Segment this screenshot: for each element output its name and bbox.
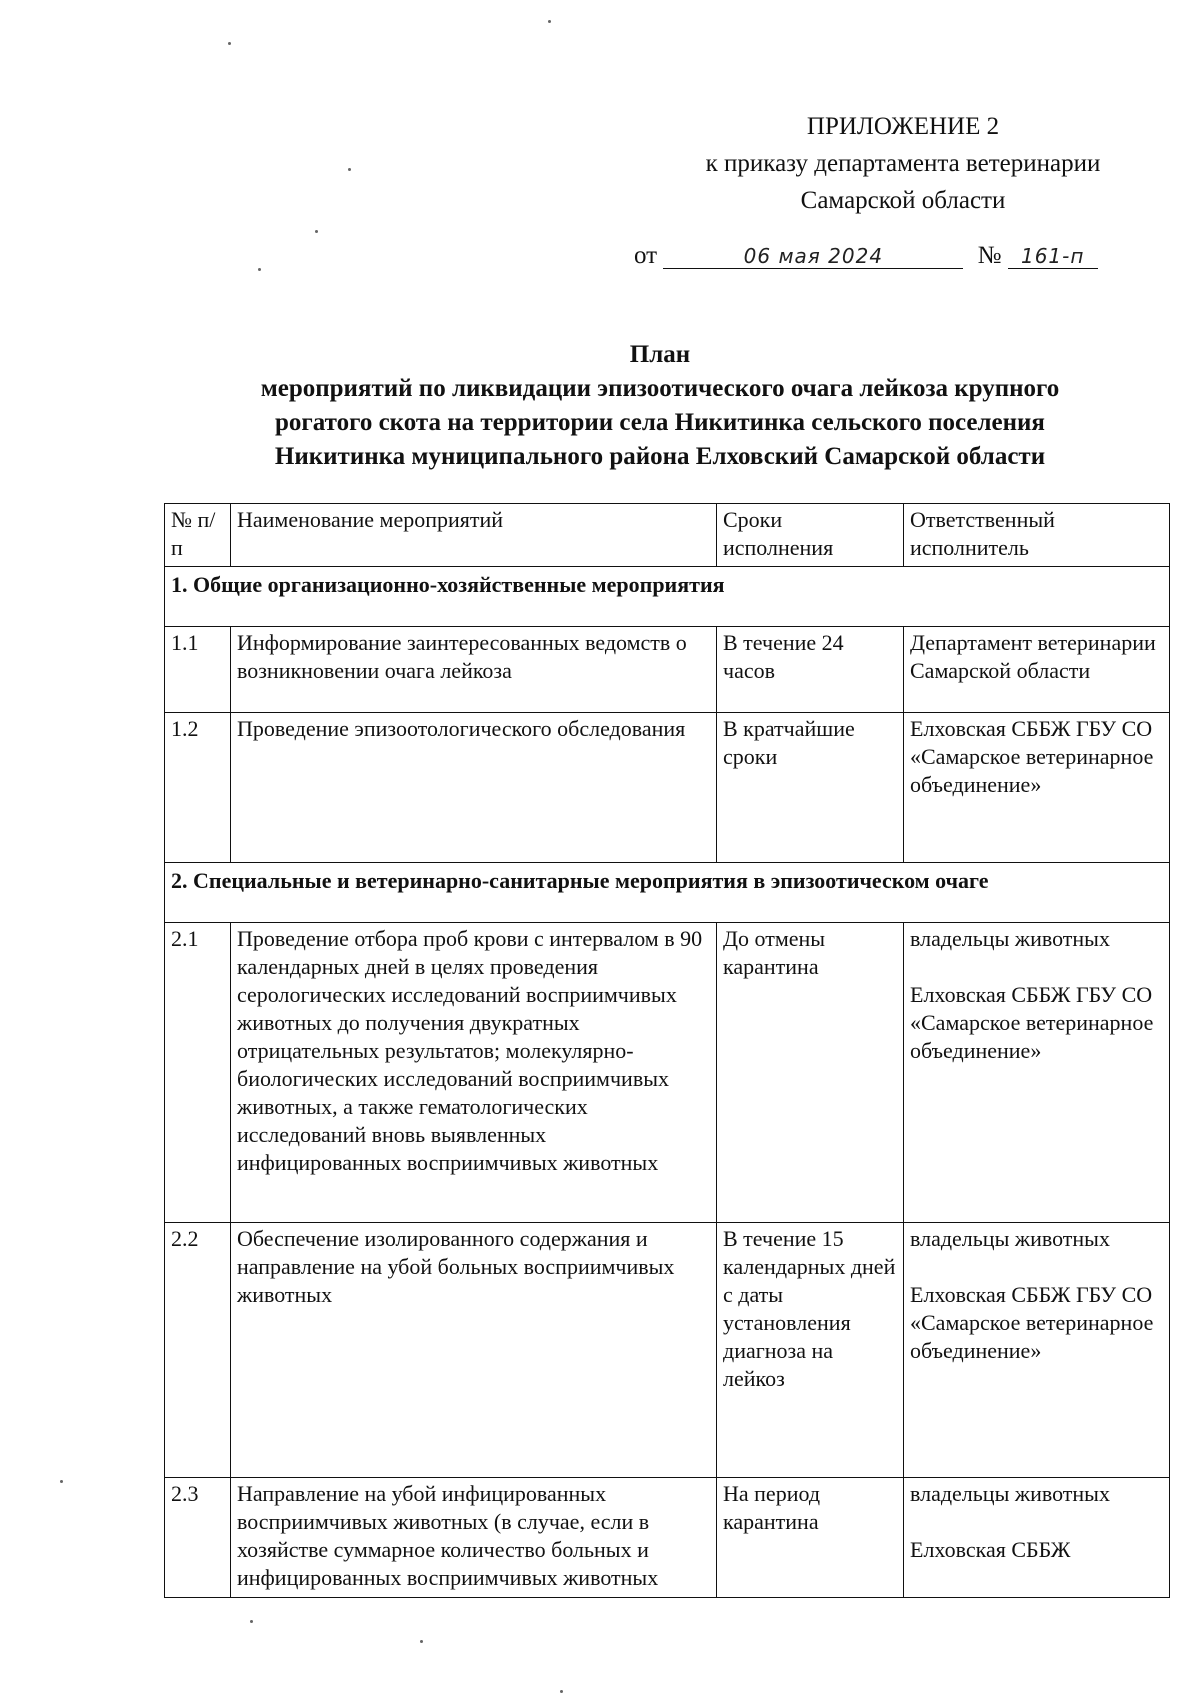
responsible-secondary: Елховская СББЖ ГБУ СО «Самарское ветеринарное объединение» — [910, 1282, 1154, 1363]
scan-speck — [548, 20, 551, 23]
row-name: Информирование заинтересованных ведомств о возникновении очага лейкоза — [231, 627, 717, 713]
number-prefix: № — [977, 242, 1002, 269]
table-row — [165, 923, 1170, 1223]
table-header-row — [165, 504, 1170, 567]
row-term: В течение 24 часов — [717, 627, 904, 713]
responsible-primary: владельцы животных — [910, 1226, 1110, 1251]
row-term: На период карантина — [717, 1478, 904, 1598]
row-name: Проведение отбора проб крови с интервалом в 90 календарных дней в целях проведения серологических исследований восприимчивых животных до получения двукратных отрицательных результатов; молекулярно-биологических исследований восприимчивых животных, а также гематологических исследований вновь выявленных инфицированных восприимчивых животных — [231, 923, 717, 1223]
row-num: 2.2 — [165, 1223, 231, 1478]
row-name: Проведение эпизоотологического обследования — [231, 713, 717, 863]
row-responsible — [904, 1223, 1170, 1478]
section-title-2: 2. Специальные и ветеринарно-санитарные мероприятия в эпизоотическом очаге — [165, 863, 1170, 923]
row-num: 1.2 — [165, 713, 231, 863]
scan-speck — [348, 168, 351, 171]
measures-table — [164, 503, 1170, 1598]
row-responsible — [904, 627, 1170, 713]
scan-speck — [258, 268, 261, 271]
header-name: Наименование мероприятий — [231, 504, 717, 567]
table-row — [165, 1478, 1170, 1598]
responsible-secondary: Елховская СББЖ ГБУ СО «Самарское ветеринарное объединение» — [910, 982, 1154, 1063]
row-term: В кратчайшие сроки — [717, 713, 904, 863]
plan-title-line-4: Никитинка муниципального района Елховский Самарской области — [274, 443, 1046, 470]
table-row — [165, 627, 1170, 713]
row-num: 1.1 — [165, 627, 231, 713]
responsible-secondary: Елховская СББЖ — [910, 1537, 1071, 1562]
date-prefix: от — [634, 242, 658, 269]
order-number: 161-п — [1008, 244, 1098, 269]
order-date: 06 мая 2024 — [663, 244, 963, 269]
plan-title-line-3: рогатого скота на территории села Никитинка сельского поселения — [275, 409, 1045, 436]
scan-speck — [315, 230, 318, 233]
row-responsible — [904, 713, 1170, 863]
scan-speck — [60, 1480, 63, 1483]
row-term: В течение 15 календарных дней с даты установления диагноза на лейкоз — [717, 1223, 904, 1478]
responsible-primary: владельцы животных — [910, 926, 1110, 951]
section-title-1: 1. Общие организационно-хозяйственные мероприятия — [165, 567, 1170, 627]
responsible-primary: Елховская СББЖ ГБУ СО «Самарское ветеринарное объединение» — [910, 716, 1154, 797]
scan-speck — [250, 1620, 253, 1623]
header-num: № п/п — [165, 504, 231, 567]
scan-speck — [420, 1640, 423, 1643]
plan-title-main: План — [629, 341, 691, 368]
table-row — [165, 713, 1170, 863]
row-responsible — [904, 923, 1170, 1223]
order-reference-line — [634, 242, 1134, 270]
header-term: Сроки исполнения — [717, 504, 904, 567]
table-row — [165, 1223, 1170, 1478]
plan-title-line-2: мероприятий по ликвидации эпизоотического очага лейкоза крупного — [260, 375, 1060, 402]
header-responsible: Ответственный исполнитель — [904, 504, 1170, 567]
row-responsible — [904, 1478, 1170, 1598]
appendix-title: ПРИЛОЖЕНИЕ 2 — [806, 113, 1000, 140]
row-name: Направление на убой инфицированных восприимчивых животных (в случае, если в хозяйстве суммарное количество больных и инфицированных восприимчивых животных — [231, 1478, 717, 1598]
scan-speck — [228, 42, 231, 45]
row-num: 2.1 — [165, 923, 231, 1223]
appendix-region-line: Самарской области — [800, 187, 1006, 214]
appendix-order-line: к приказу департамента ветеринарии — [705, 150, 1101, 177]
row-term: До отмены карантина — [717, 923, 904, 1223]
responsible-primary: владельцы животных — [910, 1481, 1110, 1506]
plan-title — [160, 338, 1160, 474]
responsible-primary: Департамент ветеринарии Самарской области — [910, 630, 1156, 683]
section-row-1 — [165, 567, 1170, 627]
section-row-2 — [165, 863, 1170, 923]
row-name: Обеспечение изолированного содержания и направление на убой больных восприимчивых животных — [231, 1223, 717, 1478]
scan-speck — [560, 1690, 563, 1693]
row-num: 2.3 — [165, 1478, 231, 1598]
appendix-block — [668, 108, 1138, 219]
